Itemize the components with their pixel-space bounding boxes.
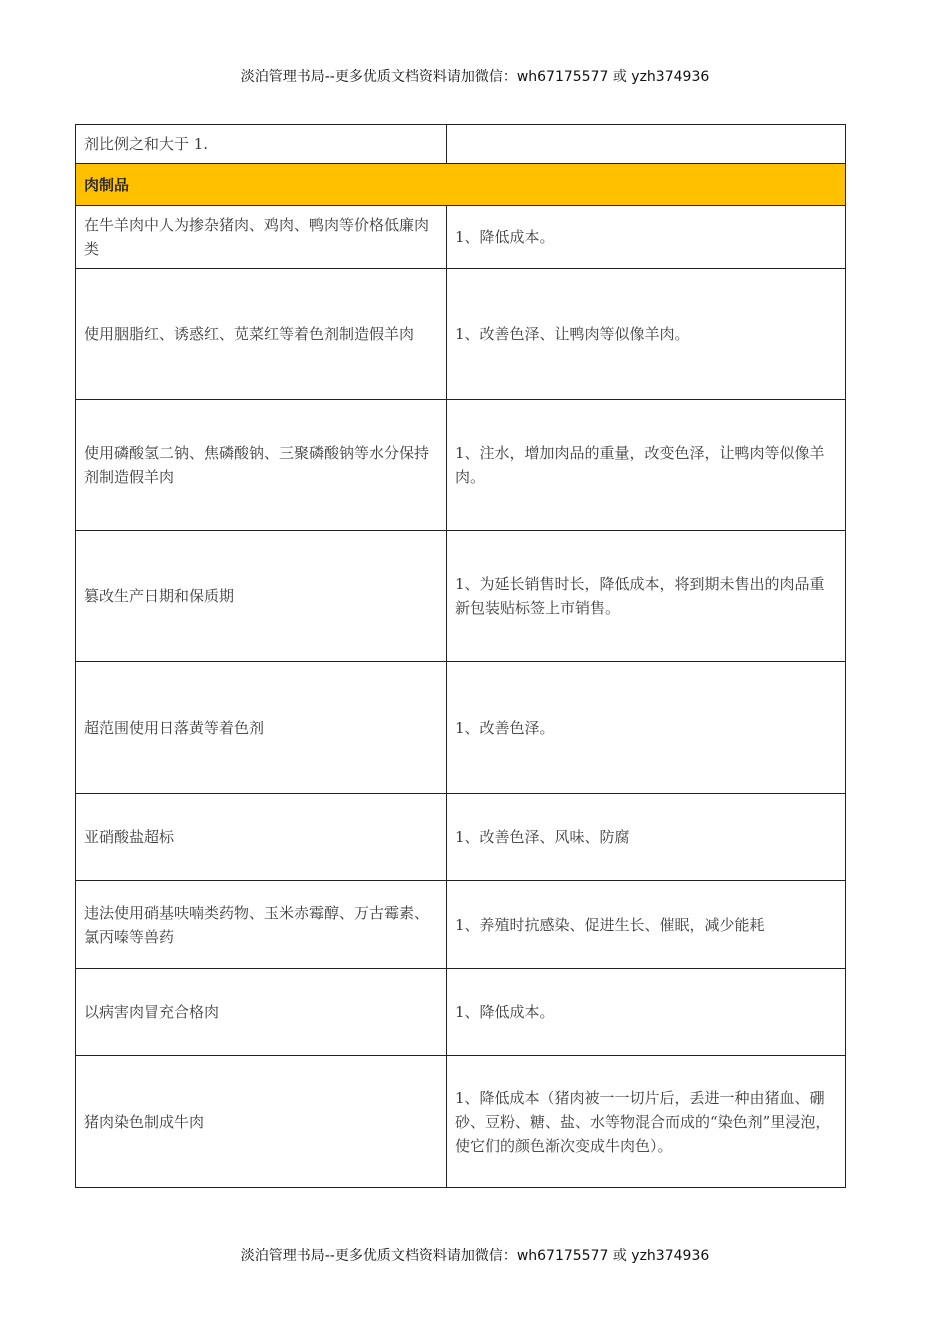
section-header-row [76,164,846,206]
table-cell-right: 1、改善色泽。 [447,662,846,794]
table-cell-right: 1、改善色泽、风味、防腐 [447,794,846,881]
table-row [76,1056,846,1188]
table-cell-right: 1、降低成本（猪肉被一一切片后，丢进一种由猪血、硼砂、豆粉、糖、盐、水等物混合而成的“染色剂”里浸泡，使它们的颜色渐次变成牛肉色）。 [447,1056,846,1188]
document-table [75,124,846,1188]
section-title: 肉制品 [76,164,846,206]
table-row [76,269,846,400]
table-cell-right: 1、改善色泽、让鸭肉等似像羊肉。 [447,269,846,400]
table-cell-right: 1、降低成本。 [447,206,846,269]
table-row [76,531,846,662]
table-cell-left: 在牛羊肉中人为掺杂猪肉、鸡肉、鸭肉等价格低廉肉类 [76,206,447,269]
table-cell-right [447,125,846,164]
table-cell-left: 以病害肉冒充合格肉 [76,969,447,1056]
table-cell-left: 亚硝酸盐超标 [76,794,447,881]
table-row [76,662,846,794]
table-cell-left: 猪肉染色制成牛肉 [76,1056,447,1188]
table-cell-left: 篡改生产日期和保质期 [76,531,447,662]
table-cell-left: 使用磷酸氢二钠、焦磷酸钠、三聚磷酸钠等水分保持剂制造假羊肉 [76,400,447,531]
table-cell-right: 1、为延长销售时长，降低成本，将到期未售出的肉品重新包装贴标签上市销售。 [447,531,846,662]
table-row [76,969,846,1056]
table-cell-left: 违法使用硝基呋喃类药物、玉米赤霉醇、万古霉素、氯丙嗪等兽药 [76,881,447,969]
table-cell-left: 剂比例之和大于 1. [76,125,447,164]
table-cell-left: 使用胭脂红、诱惑红、苋菜红等着色剂制造假羊肉 [76,269,447,400]
table-row [76,206,846,269]
table-cell-right: 1、养殖时抗感染、促进生长、催眠，减少能耗 [447,881,846,969]
table-row [76,125,846,164]
table-row [76,881,846,969]
table-cell-left: 超范围使用日落黄等着色剂 [76,662,447,794]
table-row [76,400,846,531]
table-cell-right: 1、注水，增加肉品的重量，改变色泽，让鸭肉等似像羊肉。 [447,400,846,531]
page-header: 淡泊管理书局--更多优质文档资料请加微信：wh67175577 或 yzh374936 [240,69,710,85]
page-footer: 淡泊管理书局--更多优质文档资料请加微信：wh67175577 或 yzh374936 [240,1248,710,1264]
table-cell-right: 1、降低成本。 [447,969,846,1056]
table-row [76,794,846,881]
